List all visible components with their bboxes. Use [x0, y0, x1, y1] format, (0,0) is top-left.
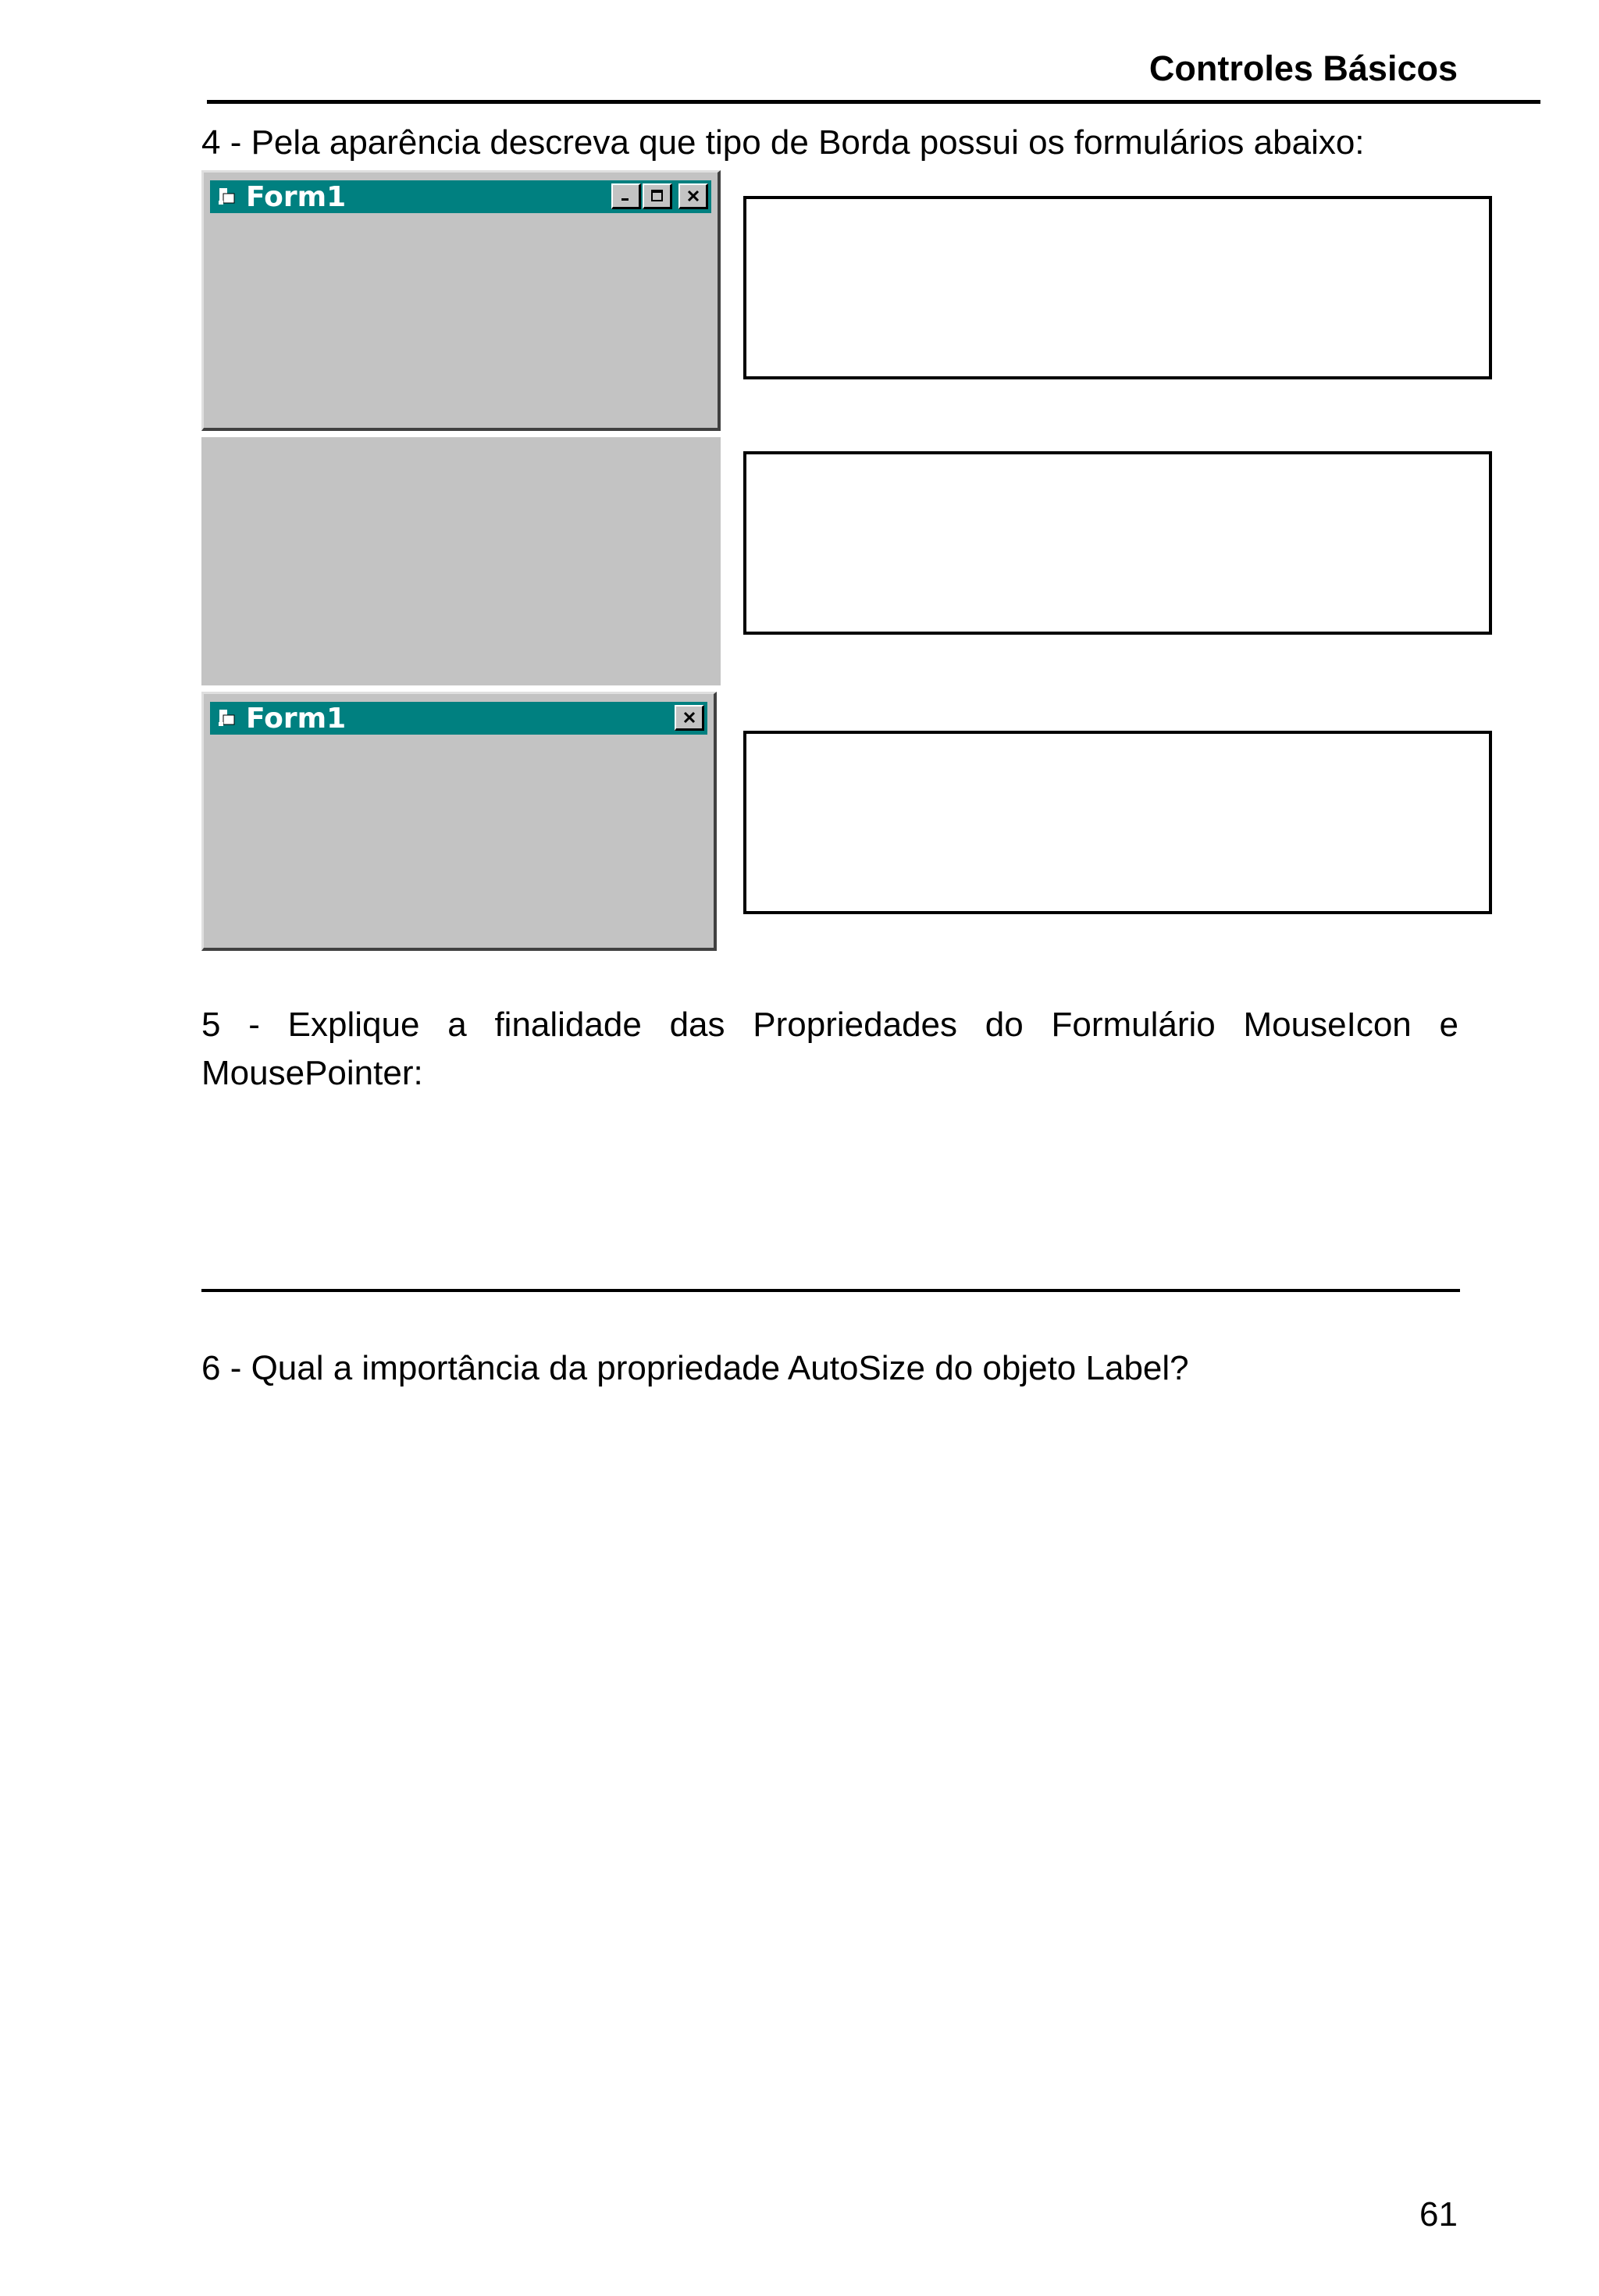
header-title: Controles Básicos: [1149, 48, 1458, 88]
form-app-icon: [216, 707, 238, 729]
close-icon: [682, 710, 696, 724]
close-icon: [686, 189, 700, 203]
form-fixed-dialog: [201, 692, 717, 951]
answer-rule: [201, 1289, 1460, 1292]
close-button[interactable]: [678, 183, 708, 209]
form-title: Form1: [246, 180, 347, 213]
close-button[interactable]: [675, 705, 704, 731]
question-4: 4 - Pela aparência descreva que tipo de Borda possui os formulários abaixo:: [201, 123, 1365, 162]
page-number: 61: [1419, 2195, 1458, 2234]
form-title: Form1: [246, 702, 347, 735]
form-titlebar: [210, 702, 707, 735]
maximize-icon: [650, 189, 664, 203]
form-borderless: [201, 437, 721, 685]
answer-box-3[interactable]: [743, 731, 1492, 914]
form-sizable: [201, 170, 721, 431]
question-5: 5 - Explique a finalidade das Propriedades do Formulário MouseIcon e MousePointer:: [201, 1006, 1458, 1092]
minimize-icon: [620, 190, 632, 202]
maximize-button[interactable]: [643, 183, 672, 209]
answer-box-1[interactable]: [743, 196, 1492, 379]
minimize-button[interactable]: [611, 183, 641, 209]
form-app-icon: [216, 186, 238, 208]
header-rule: [207, 100, 1540, 104]
answer-box-2[interactable]: [743, 451, 1492, 635]
form-titlebar: [210, 180, 711, 213]
question-6: 6 - Qual a importância da propriedade AutoSize do objeto Label?: [201, 1349, 1189, 1387]
